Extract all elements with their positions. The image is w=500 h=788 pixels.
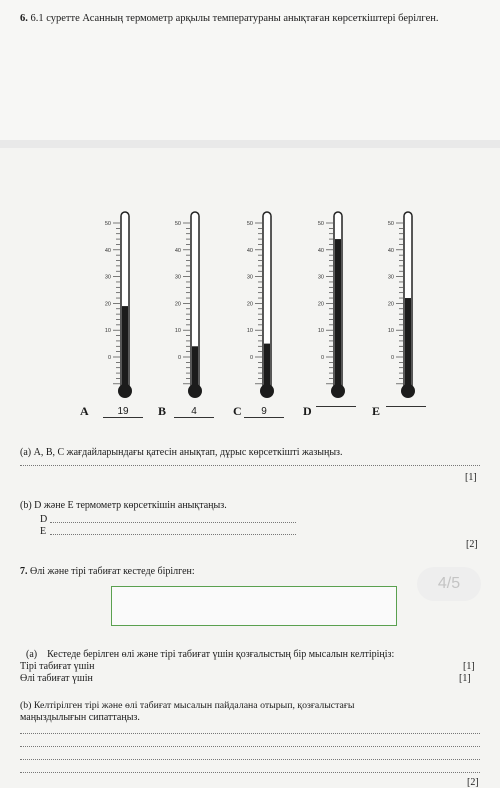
scale-label: 50	[246, 221, 253, 227]
scale-label: 20	[387, 301, 394, 308]
scale-label: 0	[177, 355, 181, 361]
answer-line-7b-1	[20, 733, 480, 734]
thermometer-b	[160, 0, 220, 361]
thermometer-e-graphic	[373, 0, 433, 400]
thermometer-bulb	[188, 384, 202, 398]
mercury-column	[264, 344, 270, 390]
question-7a-text	[26, 649, 394, 660]
thermometer-answer-a: 19	[103, 406, 143, 418]
scale-label: 10	[104, 328, 111, 335]
mercury-column	[192, 346, 198, 390]
question-7-text: Өлі және тірі табиғат кестеде бірілген:	[30, 566, 195, 577]
scale-label: 40	[104, 247, 111, 254]
thermometer-b-graphic	[160, 0, 220, 400]
scale-label: 20	[174, 301, 181, 308]
question-7b-mark: [2]	[467, 777, 479, 788]
thermometer-c	[232, 0, 292, 361]
scale-label: 40	[246, 247, 253, 254]
thermometer-label-d: D	[303, 404, 312, 418]
question-6-number: 6.	[20, 13, 28, 24]
question-7b-line2: маңыздылығын сипаттаңыз.	[20, 712, 140, 723]
scale-label: 40	[387, 247, 394, 254]
scale-label: 50	[174, 221, 181, 227]
answer-line-7b-3	[20, 759, 480, 760]
thermometer-c-graphic	[232, 0, 292, 400]
scale-label: 0	[107, 355, 111, 361]
question-6b-d-label: D	[40, 514, 48, 525]
thermometer-label-e: E	[372, 404, 381, 418]
question-7a-live-mark: [1]	[463, 661, 475, 672]
scale-label: 10	[246, 328, 253, 335]
answer-line-6b-e	[50, 534, 296, 535]
scale-label: 40	[317, 247, 324, 254]
thermometer-bulb	[331, 384, 345, 398]
thermometer-label-b: B	[158, 404, 167, 418]
thermometer-answer-d	[316, 406, 356, 407]
scale-label: 30	[317, 274, 324, 281]
question-7a-dead-mark: [1]	[459, 673, 471, 684]
scale-label: 20	[317, 301, 324, 308]
answer-line-7b-4	[20, 772, 480, 773]
thermometer-a	[90, 0, 150, 361]
question-7a-dead-label: Өлі табиғат үшін	[20, 673, 93, 684]
thermometer-e	[373, 0, 433, 361]
scale-label: 30	[246, 274, 253, 281]
question-7a-prefix: (а)	[26, 649, 38, 660]
mercury-column	[335, 239, 341, 390]
scale-label: 0	[320, 355, 324, 361]
thermometer-answer-b: 4	[174, 406, 214, 418]
thermometer-bulb	[118, 384, 132, 398]
thermometer-bulb	[401, 384, 415, 398]
question-6a-text: (а) А, В, С жағдайларындағы қатесін анықтап, дұрыс көрсеткішті жазыңыз.	[20, 447, 343, 458]
scale-label: 50	[317, 221, 324, 227]
scale-label: 10	[317, 328, 324, 335]
question-6b-text: (b) D және Е термометр көрсеткішін анықтаңыз.	[20, 500, 227, 511]
scale-label: 0	[390, 355, 394, 361]
thermometer-d-graphic	[303, 0, 363, 400]
question-7-heading	[20, 566, 195, 577]
question-6b-mark: [2]	[466, 539, 478, 550]
scale-label: 0	[249, 355, 253, 361]
scale-label: 20	[246, 301, 253, 308]
scale-label: 50	[104, 221, 111, 227]
thermometer-d	[303, 0, 363, 361]
page-indicator-badge: 4/5	[417, 567, 481, 601]
scale-label: 30	[387, 274, 394, 281]
question-7a-live-label: Тірі табиғат үшін	[20, 661, 95, 672]
thermometer-a-graphic	[90, 0, 150, 400]
scale-label: 10	[387, 328, 394, 335]
mercury-column	[405, 298, 411, 390]
question-6-text: 6.1 суретте Асанның термометр арқылы температураны анықтаған көрсеткіштері берілген.	[30, 13, 439, 24]
scale-label: 40	[174, 247, 181, 254]
scale-label: 20	[104, 301, 111, 308]
scale-label: 30	[104, 274, 111, 281]
thermometer-answer-c: 9	[244, 406, 284, 418]
scale-label: 10	[174, 328, 181, 335]
answer-line-6a	[20, 465, 480, 466]
scale-label: 50	[387, 221, 394, 227]
nature-table-box	[111, 586, 397, 626]
answer-line-7b-2	[20, 746, 480, 747]
thermometer-label-a: A	[80, 404, 89, 418]
scale-label: 30	[174, 274, 181, 281]
question-7-number: 7.	[20, 566, 28, 577]
thermometer-label-c: C	[233, 404, 242, 418]
question-6b-e-label: E	[40, 526, 47, 537]
mercury-column	[122, 306, 128, 390]
answer-line-6b-d	[50, 522, 296, 523]
question-7a-body: Кестеде берілген өлі және тірі табиғат үшін қозғалыстың бір мысалын келтіріңіз:	[47, 649, 395, 660]
question-6a-mark: [1]	[465, 472, 477, 483]
thermometer-bulb	[260, 384, 274, 398]
thermometer-answer-e	[386, 406, 426, 407]
question-7b-line1: (b) Келтірілген тірі және өлі табиғат мысалын пайдалана отырып, қозғалыстағы	[20, 700, 355, 711]
